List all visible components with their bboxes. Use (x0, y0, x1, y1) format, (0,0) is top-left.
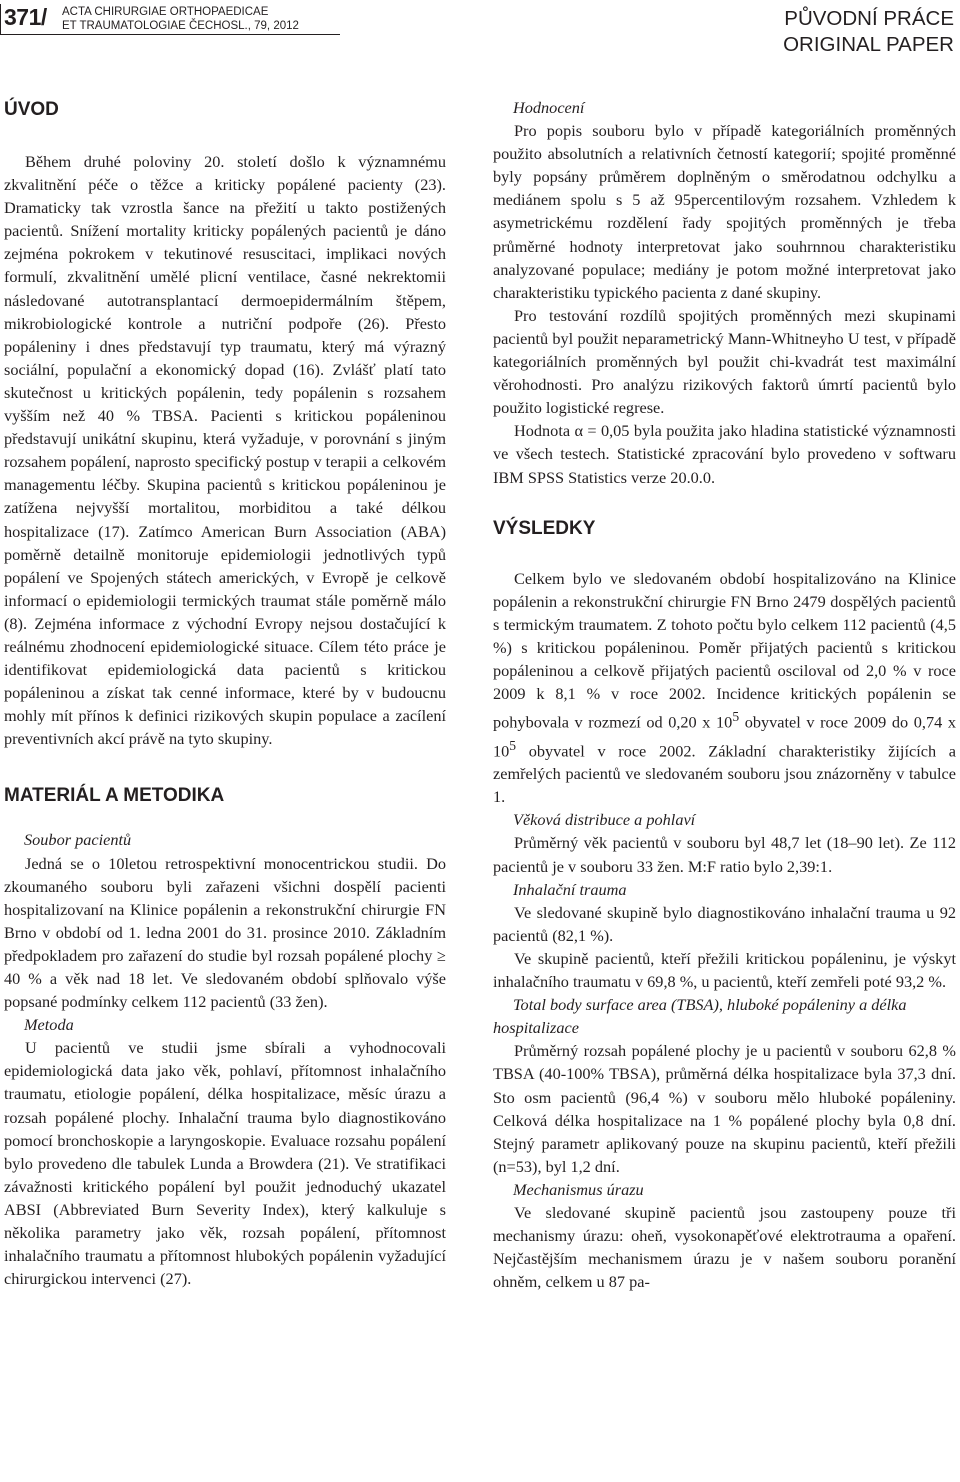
page-header (0, 0, 960, 60)
paragraph-metoda: U pacientů ve studii jsme sbírali a vyhodnocovali epidemiologická data jako věk, pohlaví, přítomnost inhalačního traumatu, etiologie popálení, délka hospitalizace, měsíc úrazu a rozsah popálené plochy. Inhalační trauma bylo diagnostikováno pomocí bronchoskopie a laryngoskopie. Evaluace rozsahu popálení bylo provedeno dle tabulek Lunda a Browdera (21). Ve stratifikaci závažnosti kritického popálení byl použit jednoduchý ukazatel ABSI (Abbreviated Burn Severity Index), který kalkuluje s několika parametry jako věk, rozsah popálení, přítomnost inhalačního traumatu a přítomnost hlubokých popálenin vyžadující chirurgickou intervenci (27). (4, 1038, 446, 1289)
subheading-mechanismus: Mechanismus úrazu (513, 1179, 644, 1199)
paragraph-hodnoceni-2: Pro testování rozdílů spojitých proměnných mezi skupinami pacientů byl použit neparametrický Mann-Whitneyho U test, v případě kategoriálních proměnných byl použit chi-kvadrát test maximální věrohodnosti. Pro analýzu rizikových faktorů úmrtí pacientů bylo použito logistické regrese. (493, 305, 956, 418)
page-number: 371/ (4, 4, 47, 30)
subheading-metoda: Metoda (24, 1015, 74, 1035)
paragraph-mechanismus: Ve sledované skupině pacientů jsou zastoupeny pouze tři mechanismy úrazu: oheň, vysokonapěťové elektrotrauma a opaření. Nejčastějším mechanismem úrazu je v našem souboru poranění ohněm, celkem u 87 pa- (493, 1202, 956, 1292)
spacer (4, 122, 446, 150)
results-text-c: obyvatel v roce 2002. Základní charakteristiky žijících a zemřelých pacientů ve sledovaném souboru jsou znázorněny v tabulce 1. (493, 741, 956, 807)
spacer (493, 489, 956, 517)
subheading-vek: Věková distribuce a pohlaví (513, 810, 696, 830)
paragraph-tbsa: Průměrný rozsah popálené plochy je u pacientů v souboru 62,8 % TBSA (40-100% TBSA), průměrná délka hospitalizace byla 37,3 dní. Sto osm pacientů (96,4 %) v souboru mělo hluboké popáleniny. Celková délka hospitalizace na 1 % popálené plochy byla 0,8 dní. Stejný parametr aplikovaný pouze na skupinu pacientů, kteří přežili (n=53), byl 1,2 dní. (493, 1041, 956, 1176)
journal-title-line1: ACTA CHIRURGIAE ORTHOPAEDICAE (62, 6, 269, 18)
subheading-inhalacni: Inhalační trauma (513, 879, 627, 899)
heading-vysledky: VÝSLEDKY (493, 517, 596, 539)
heading-uvod: ÚVOD (4, 99, 59, 120)
subheading-hodnoceni: Hodnocení (513, 98, 585, 117)
right-column (493, 96, 956, 1293)
spacer (493, 541, 956, 567)
paragraph-inhalacni-2: Ve skupině pacientů, kteří přežili kritickou popáleninu, je výskyt inhalačního traumatu v 69,8 %, u pacientů, kteří zemřeli poté 93,2 %. (493, 948, 956, 992)
subheading-tbsa: Total body surface area (TBSA), hluboké popáleniny a délka hospitalizace (493, 995, 907, 1038)
paragraph-results (493, 567, 956, 809)
journal-title-line2: ET TRAUMATOLOGIAE ČECHOSL., 79, 2012 (62, 20, 299, 32)
left-column (4, 98, 446, 1290)
heading-material-metodika: MATERIÁL A METODIKA (4, 785, 225, 807)
header-vertical-rule (0, 4, 1, 34)
paper-type (783, 6, 954, 58)
paragraph-hodnoceni-3: Hodnota α = 0,05 byla použita jako hladina statistické významnosti ve všech testech. Statistické zpracování bylo provedeno v softwaru IBM SPSS Statistics verze 20.0.0. (493, 421, 956, 487)
superscript: 5 (509, 737, 517, 753)
paragraph-soubor: Jedná se o 10letou retrospektivní monocentrickou studii. Do zkoumaného souboru byli zařazeni všichni dospělí pacienti hospitalizovaní na Klinice popálenin a rekonstrukční chirurgie FN Brno v období od 1. ledna 2001 do 31. prosince 2010. Základním předpokladem pro zařazení do studie byl rozsah popálené plochy ≥ 40 % a věk nad 18 let. Ve sledovaném období splňovalo výše popsané podmínky celkem 112 pacientů (33 žen). (4, 853, 446, 1012)
results-text-a: Celkem bylo ve sledovaném období hospitalizováno na Klinice popálenin a rekonstrukční chirurgie FN Brno 2479 dospělých pacientů s termickým traumatem. Z tohoto počtu bylo celkem 112 pacientů (4,5 %) s kritickou popáleninou. Poměr přijatých pacientů s kritickou popáleninou a celkově přijatých pacientů osciloval od 2,0 % v roce 2009 k 8,1 % v roce 2002. Incidence kritických popálenin se pohybovala v rozmezí od 0,20 x 10 (493, 568, 956, 732)
paragraph-inhalacni-1: Ve sledované skupině bylo diagnostikováno inhalační trauma u 92 pacientů (82,1 %). (493, 902, 956, 945)
paragraph-hodnoceni-1: Pro popis souboru bylo v případě kategoriálních proměnných použito absolutních a relativních četností kategorií; spojité proměnné byly popsány průměrem doplněným o směrodatnou odchylku a mediánem spolu s 5 až 95percentilovým rozsahem. Vzhledem k asymetrickému rozdělení řady spojitých proměnných je třeba průměrné hodnoty interpretovat jako souhrnnou charakteristiku analyzované populace; mediány je potom možné interpretovat jako charakteristiku typického pacienta z dané skupiny. (493, 121, 956, 302)
paragraph-intro: Během druhé poloviny 20. století došlo k významnému zkvalitnění péče o těžce a kriticky popálené pacienty (23). Dramaticky tak vzrostla šance na přežití u takto postižených pacientů. Snížení mortality kriticky popálených pacientů je dáno zejména pokrokem v tekutinové resuscitaci, implikaci nových formulí, zkvalitnění umělé plicní ventilace, časné nekrektomii následované autotransplantací dermoepidermálním štěpem, mikrobiologické kontrole a nutriční podpoře (26). Přesto popáleniny i dnes představují typ traumatu, který má výrazný sociální, populační a ekonomický dopad (16). Zvlášť platí tato skutečnost u kritických popálenin, tedy popálenin s rozsahem vyšším než 40 % TBSA. Pacienti s kritickou popáleninou představují unikátní skupinu, která vyžaduje, v porovnání s jiným rozsahem popálení, naprosto specifický postup v terapii a celkovém managementu léčby. Skupina pacientů s kritickou popáleninou je zatížena nejvyšší mortalitou, morbiditou a také délkou hospitalizace (17). Zatímco American Burn Association (ABA) poměrně detailně monitoruje epidemiologii jednotlivých typů popálení ve Spojených státech amerických, v Evropě je celkově informací o epidemiologii termických traumat stále poměrně málo (8). Zejména informace z východní Evropy nejsou dostačující k reálnému zhodnocení epidemiologické situace. Cílem této práce je identifikovat epidemiologická data pacientů s kritickou popáleninou a získat tak cenné informace, které by v budoucnu mohly mít přínos k definici rizikových skupin populace a zacílení preventivních akcí právě na tyto skupiny. (4, 152, 446, 749)
subheading-soubor: Soubor pacientů (24, 830, 132, 850)
spacer (4, 750, 446, 784)
superscript: 5 (732, 709, 740, 725)
paragraph-vek: Průměrný věk pacientů v souboru byl 48,7 let (18–90 let). Ze 112 pacientů je v souboru 33 žen. M:F ratio bylo 2,39:1. (493, 833, 956, 876)
paper-type-czech: PŮVODNÍ PRÁCE (784, 7, 954, 30)
header-horizontal-rule (0, 34, 340, 35)
journal-title (62, 5, 299, 33)
paper-type-english: ORIGINAL PAPER (783, 33, 954, 56)
results-text-b: obyvatel v roce 2009 do 0,74 x 10 (493, 712, 957, 761)
spacer (4, 808, 446, 828)
